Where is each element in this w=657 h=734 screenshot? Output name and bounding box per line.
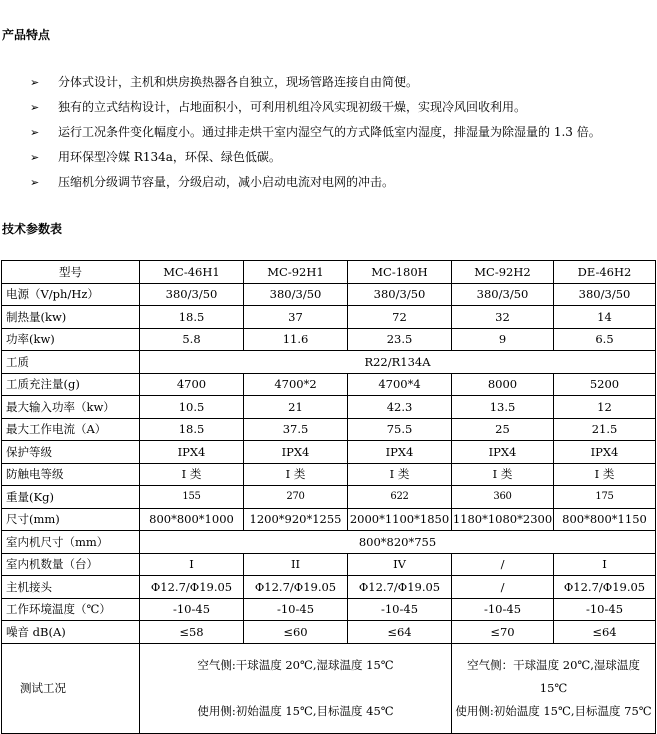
table-cell: 21 — [244, 396, 348, 419]
use-side-condition: 使用侧:初始温度 15℃,目标温度 75℃ — [455, 703, 652, 718]
table-cell: ≤70 — [452, 621, 554, 644]
table-row — [2, 396, 656, 419]
feature-text: 用环保型冷媒 R134a，环保、绿色低碳。 — [58, 150, 281, 164]
row-label: 工质 — [2, 351, 140, 374]
table-cell: -10-45 — [140, 598, 244, 621]
table-row-test — [2, 643, 656, 733]
row-label: 最大输入功率（kw） — [2, 396, 140, 419]
arrow-bullet-icon: ➢ — [30, 101, 40, 114]
table-cell: IPX4 — [348, 441, 452, 464]
table-row — [2, 621, 656, 644]
table-cell: ≤64 — [348, 621, 452, 644]
table-cell: IPX4 — [244, 441, 348, 464]
table-cell: DE-46H2 — [554, 261, 656, 284]
table-cell: 8000 — [452, 373, 554, 396]
table-cell: Φ12.7/Φ19.05 — [348, 576, 452, 599]
table-cell: 6.5 — [554, 328, 656, 351]
table-cell: MC-92H1 — [244, 261, 348, 284]
table-cell: 800*800*1000 — [140, 508, 244, 531]
table-cell: 380/3/50 — [244, 283, 348, 306]
table-row — [2, 418, 656, 441]
table-cell: 380/3/50 — [348, 283, 452, 306]
feature-text: 运行工况条件变化幅度小。通过排走烘干室内湿空气的方式降低室内湿度，排湿量为除湿量的 1.3 倍。 — [58, 125, 601, 139]
table-cell: I — [140, 553, 244, 576]
table-cell: 4700*2 — [244, 373, 348, 396]
table-cell: IPX4 — [140, 441, 244, 464]
row-label: 电源（V/ph/Hz） — [2, 283, 140, 306]
table-cell: ≤58 — [140, 621, 244, 644]
table-cell: / — [452, 576, 554, 599]
table-cell: 622 — [348, 486, 452, 509]
test-conditions-text — [452, 654, 655, 723]
table-cell: IPX4 — [452, 441, 554, 464]
arrow-bullet-icon: ➢ — [30, 76, 40, 89]
table-cell: 13.5 — [452, 396, 554, 419]
table-cell: 155 — [140, 486, 244, 509]
arrow-bullet-icon: ➢ — [30, 126, 40, 139]
table-cell: 14 — [554, 306, 656, 329]
row-label: 防触电等级 — [2, 463, 140, 486]
table-row — [2, 328, 656, 351]
table-cell: 21.5 — [554, 418, 656, 441]
table-cell: 1180*1080*2300 — [452, 508, 554, 531]
test-conditions-cell — [140, 643, 452, 733]
feature-text: 分体式设计，主机和烘房换热器各自独立，现场管路连接自由简便。 — [58, 75, 419, 89]
table-cell: 37 — [244, 306, 348, 329]
row-label: 保护等级 — [2, 441, 140, 464]
table-cell: MC-180H — [348, 261, 452, 284]
table-cell: Φ12.7/Φ19.05 — [140, 576, 244, 599]
arrow-bullet-icon: ➢ — [30, 176, 40, 189]
table-cell: ≤60 — [244, 621, 348, 644]
test-conditions-cell — [452, 643, 656, 733]
table-cell: 9 — [452, 328, 554, 351]
table-cell: II — [244, 553, 348, 576]
list-item — [30, 148, 601, 173]
table-row — [2, 306, 656, 329]
table-header-row — [2, 261, 656, 284]
table-row — [2, 531, 656, 554]
table-cell: 25 — [452, 418, 554, 441]
table-cell: 800*820*755 — [140, 531, 656, 554]
table-cell: -10-45 — [244, 598, 348, 621]
table-cell: -10-45 — [348, 598, 452, 621]
row-label: 工作环境温度（℃） — [2, 598, 140, 621]
table-cell: 型号 — [2, 261, 140, 284]
table-cell: / — [452, 553, 554, 576]
table-row — [2, 463, 656, 486]
row-label: 制热量(kw) — [2, 306, 140, 329]
air-side-condition: 空气侧:干球温度 20℃,湿球温度 15℃ — [197, 657, 394, 672]
table-cell: 18.5 — [140, 306, 244, 329]
table-cell: IV — [348, 553, 452, 576]
table-cell: I 类 — [554, 463, 656, 486]
feature-text: 压缩机分级调节容量，分级启动，减小启动电流对电网的冲击。 — [58, 175, 395, 189]
row-label: 尺寸(mm) — [2, 508, 140, 531]
table-cell: 12 — [554, 396, 656, 419]
row-label: 室内机尺寸（mm） — [2, 531, 140, 554]
feature-text: 独有的立式结构设计，占地面积小，可利用机组冷风实现初级干燥，实现冷风回收利用。 — [58, 100, 527, 114]
table-cell: 1200*920*1255 — [244, 508, 348, 531]
table-cell: ≤64 — [554, 621, 656, 644]
list-item — [30, 173, 601, 198]
row-label: 室内机数量（台） — [2, 553, 140, 576]
table-cell: 5.8 — [140, 328, 244, 351]
table-cell: Φ12.7/Φ19.05 — [554, 576, 656, 599]
table-cell: I — [554, 553, 656, 576]
table-cell: MC-92H2 — [452, 261, 554, 284]
table-cell: IPX4 — [554, 441, 656, 464]
table-cell: -10-45 — [452, 598, 554, 621]
row-label: 工质充注量(g) — [2, 373, 140, 396]
features-title: 产品特点 — [2, 28, 51, 42]
spec-table — [1, 260, 656, 734]
table-row — [2, 441, 656, 464]
table-cell: 37.5 — [244, 418, 348, 441]
row-label: 最大工作电流（A） — [2, 418, 140, 441]
table-cell: 270 — [244, 486, 348, 509]
table-cell: 2000*1100*1850 — [348, 508, 452, 531]
table-cell: 360 — [452, 486, 554, 509]
table-cell: 5200 — [554, 373, 656, 396]
table-cell: 380/3/50 — [140, 283, 244, 306]
table-cell: 10.5 — [140, 396, 244, 419]
table-cell: 4700 — [140, 373, 244, 396]
air-side-condition: 空气侧：干球温度 20℃,湿球温度 15℃ — [467, 657, 640, 695]
table-cell: I 类 — [244, 463, 348, 486]
table-cell: I 类 — [348, 463, 452, 486]
table-row — [2, 598, 656, 621]
table-cell: MC-46H1 — [140, 261, 244, 284]
table-cell: 75.5 — [348, 418, 452, 441]
row-label: 主机接头 — [2, 576, 140, 599]
row-label: 功率(kw) — [2, 328, 140, 351]
test-conditions-text — [140, 654, 451, 723]
table-row — [2, 508, 656, 531]
table-cell: 72 — [348, 306, 452, 329]
table-row — [2, 553, 656, 576]
table-cell: 175 — [554, 486, 656, 509]
feature-list — [30, 73, 601, 198]
table-cell: 800*800*1150 — [554, 508, 656, 531]
table-row — [2, 576, 656, 599]
table-cell: 42.3 — [348, 396, 452, 419]
table-row — [2, 351, 656, 374]
table-cell: -10-45 — [554, 598, 656, 621]
row-label: 测试工况 — [2, 643, 140, 733]
table-cell: I 类 — [452, 463, 554, 486]
use-side-condition: 使用侧:初始温度 15℃,目标温度 45℃ — [197, 703, 394, 718]
table-cell: 11.6 — [244, 328, 348, 351]
list-item — [30, 123, 601, 148]
row-label: 噪音 dB(A) — [2, 621, 140, 644]
table-cell: 32 — [452, 306, 554, 329]
arrow-bullet-icon: ➢ — [30, 151, 40, 164]
list-item — [30, 98, 601, 123]
table-cell: 4700*4 — [348, 373, 452, 396]
table-row — [2, 283, 656, 306]
table-cell: 23.5 — [348, 328, 452, 351]
table-cell: 380/3/50 — [452, 283, 554, 306]
row-label: 重量(Kg) — [2, 486, 140, 509]
table-cell: I 类 — [140, 463, 244, 486]
table-row — [2, 486, 656, 509]
specs-title: 技术参数表 — [2, 222, 63, 236]
table-cell: Φ12.7/Φ19.05 — [244, 576, 348, 599]
table-row — [2, 373, 656, 396]
table-cell: 380/3/50 — [554, 283, 656, 306]
table-cell: 18.5 — [140, 418, 244, 441]
table-cell: R22/R134A — [140, 351, 656, 374]
list-item — [30, 73, 601, 98]
